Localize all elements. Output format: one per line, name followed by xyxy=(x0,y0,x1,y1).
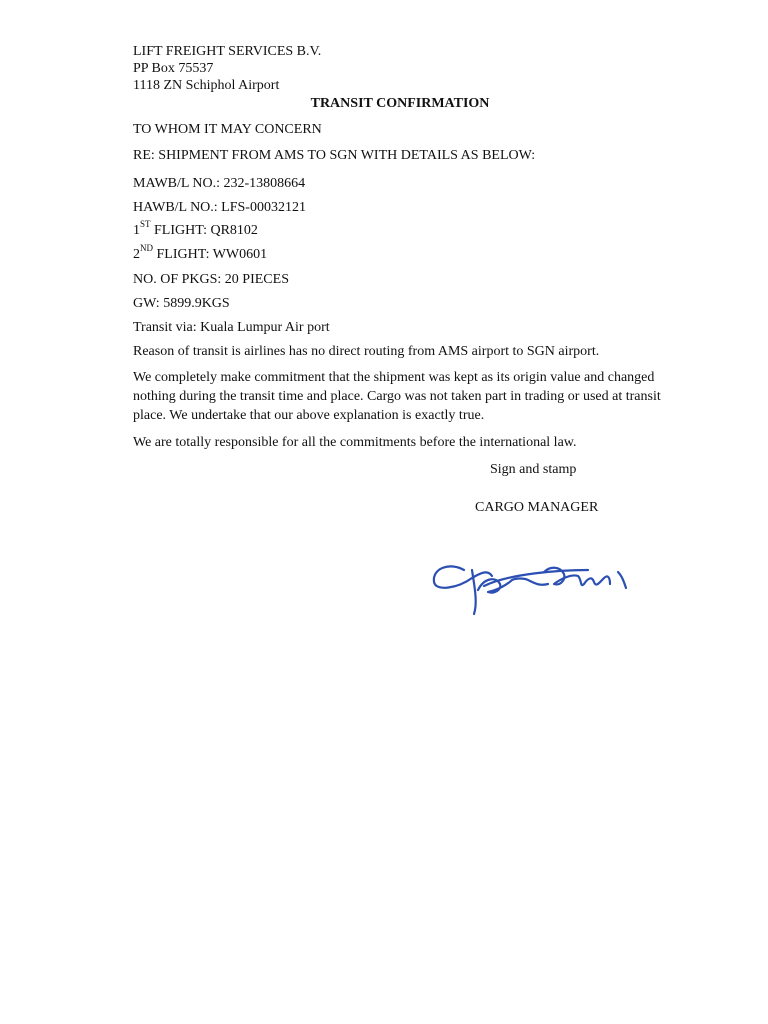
hawb-line: HAWB/L NO.: LFS-00032121 xyxy=(133,200,306,215)
transit-line: Transit via: Kuala Lumpur Air port xyxy=(133,320,330,335)
packages-line: NO. OF PKGS: 20 PIECES xyxy=(133,272,289,287)
first-flight-suffix: ST xyxy=(140,219,151,230)
second-flight-suffix: ND xyxy=(140,243,153,254)
company-name: LIFT FREIGHT SERVICES B.V. xyxy=(133,44,322,59)
gross-weight-line: GW: 5899.9KGS xyxy=(133,296,230,311)
reason-paragraph: Reason of transit is airlines has no direct routing from AMS airport to SGN airport. xyxy=(133,344,600,359)
document-title: TRANSIT CONFIRMATION xyxy=(310,96,490,111)
responsibility-paragraph: We are totally responsible for all the commitments before the international law. xyxy=(133,435,577,450)
company-address: 1118 ZN Schiphol Airport xyxy=(133,78,280,93)
signature-image xyxy=(428,548,638,628)
first-flight-line xyxy=(133,219,258,239)
salutation: TO WHOM IT MAY CONCERN xyxy=(133,122,322,137)
cargo-manager-label: CARGO MANAGER xyxy=(475,500,599,515)
mawb-line: MAWB/L NO.: 232-13808664 xyxy=(133,176,306,191)
second-flight-text: FLIGHT: WW0601 xyxy=(153,247,268,262)
company-po-box: PP Box 75537 xyxy=(133,61,214,76)
second-flight-number: 2 xyxy=(133,247,140,262)
second-flight-line xyxy=(133,243,268,263)
commitment-paragraph: We completely make commitment that the shipment was kept as its origin value and changed nothing during the transit time and place. Cargo was not taken part in trading or used at transit place. We undertake that our above explanation is exactly true. xyxy=(133,370,661,423)
re-line: RE: SHIPMENT FROM AMS TO SGN WITH DETAILS AS BELOW: xyxy=(133,148,536,163)
first-flight-text: FLIGHT: QR8102 xyxy=(150,223,258,238)
sign-and-stamp-label: Sign and stamp xyxy=(490,462,577,477)
first-flight-number: 1 xyxy=(133,223,140,238)
